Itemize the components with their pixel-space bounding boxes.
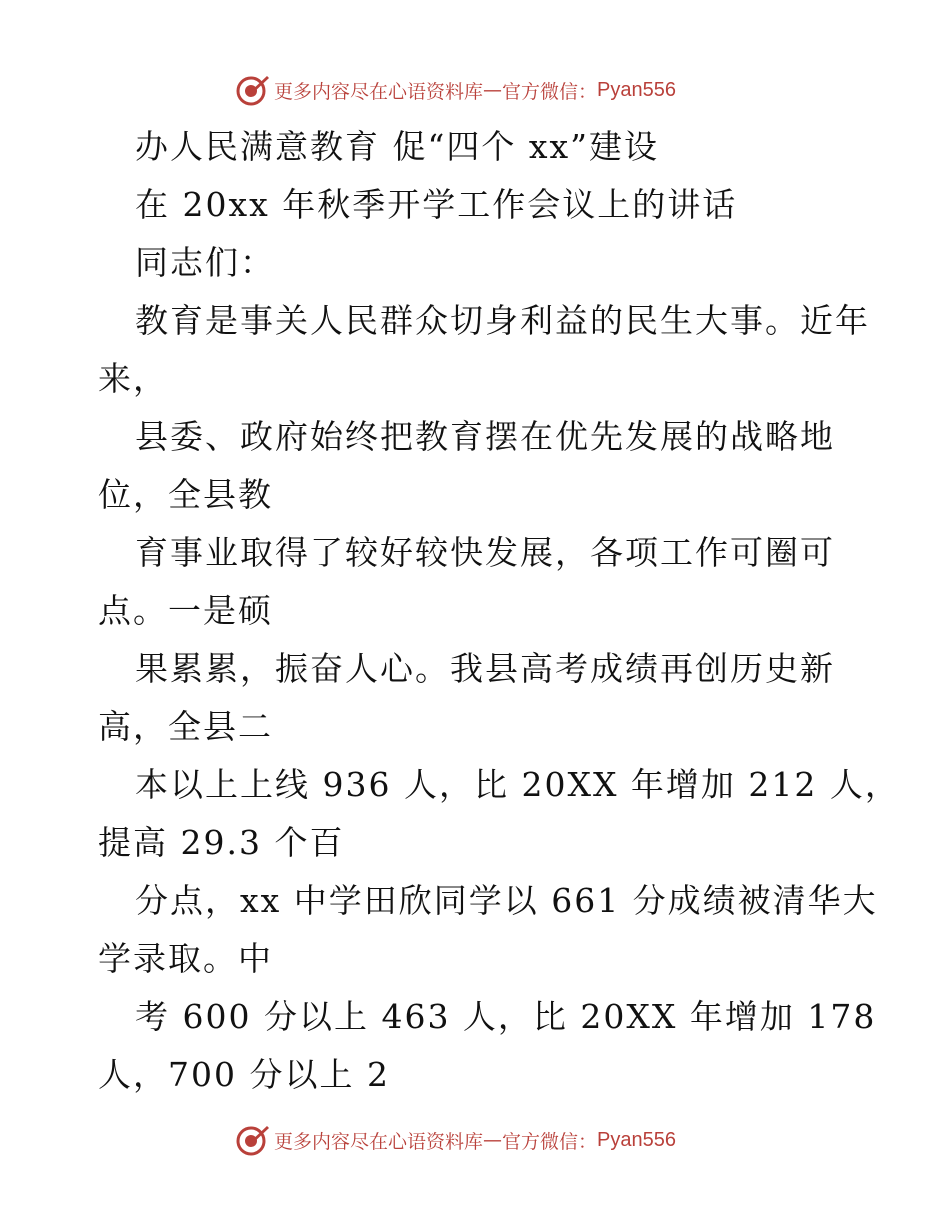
paragraph-line: 本以上上线 936 人，比 20XX 年增加 212 人， xyxy=(135,765,900,804)
watermark-content xyxy=(236,70,676,110)
paragraph-line: 分点，xx 中学田欣同学以 661 分成绩被清华大 xyxy=(135,881,878,920)
watermark-brand-text: 更多内容尽在心语资料库 xyxy=(274,1130,484,1153)
paragraph-line: 提高 29.3 个百 xyxy=(98,823,345,862)
paragraph-line: 来， xyxy=(98,359,168,398)
paragraph-line: 学录取。中 xyxy=(98,939,273,978)
pen-logo-icon xyxy=(236,1123,270,1157)
header-watermark xyxy=(0,70,950,110)
paragraph-line: 县委、政府始终把教育摆在优先发展的战略地 xyxy=(135,417,835,456)
watermark-contact-text: 官方微信： xyxy=(502,1130,598,1153)
watermark-contact-id: Pyan556 xyxy=(597,1128,676,1151)
watermark-brand-text: 更多内容尽在心语资料库 xyxy=(274,80,484,103)
paragraph-line: 考 600 分以上 463 人，比 20XX 年增加 178 xyxy=(135,997,877,1036)
document-subtitle: 在 20xx 年秋季开学工作会议上的讲话 xyxy=(135,185,738,224)
paragraph-line: 果累累，振奋人心。我县高考成绩再创历史新 xyxy=(135,649,835,688)
watermark-contact-id: Pyan556 xyxy=(597,78,676,101)
footer-watermark xyxy=(0,1120,950,1160)
paragraph-line: 人，700 分以上 2 xyxy=(98,1055,390,1094)
watermark-separator: — xyxy=(483,1129,503,1151)
watermark-contact-text: 官方微信： xyxy=(502,80,598,103)
watermark-separator: — xyxy=(483,79,503,101)
watermark-content xyxy=(236,1120,676,1160)
paragraph-line: 育事业取得了较好较快发展，各项工作可圈可 xyxy=(135,533,835,572)
paragraph-line: 点。一是硕 xyxy=(98,591,273,630)
paragraph-line: 位，全县教 xyxy=(98,475,273,514)
document-title: 办人民满意教育 促“四个 xx”建设 xyxy=(135,127,659,166)
salutation: 同志们： xyxy=(135,243,275,282)
paragraph-line: 教育是事关人民群众切身利益的民生大事。近年 xyxy=(135,301,870,340)
pen-logo-icon xyxy=(236,73,270,107)
paragraph-line: 高，全县二 xyxy=(98,707,273,746)
